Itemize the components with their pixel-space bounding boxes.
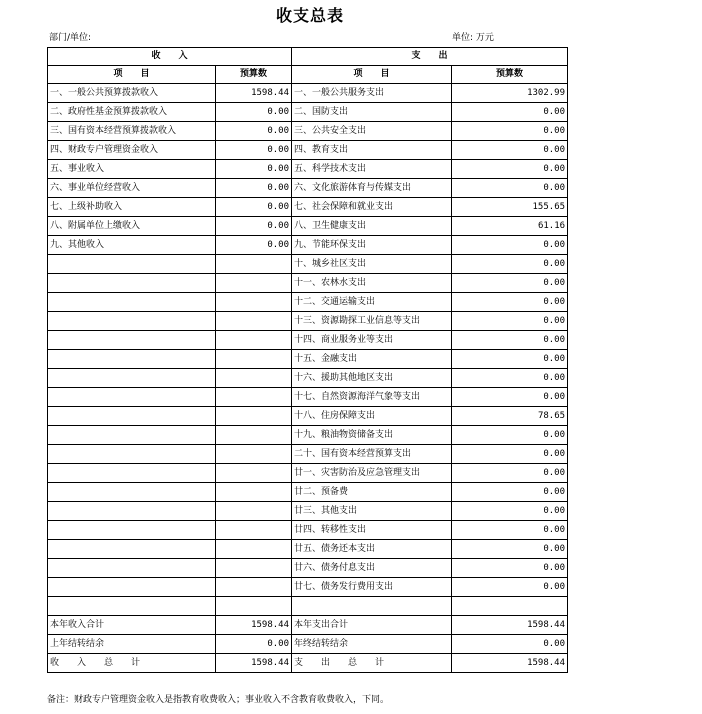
income-item-cell — [48, 559, 216, 578]
expense-item-cell: 六、文化旅游体育与传媒支出 — [292, 179, 452, 198]
income-item-cell — [48, 312, 216, 331]
expense-item-cell: 本年支出合计 — [292, 616, 452, 635]
table-row — [48, 312, 568, 331]
expense-budget-cell — [452, 597, 568, 616]
expense-budget-cell: 0.00 — [452, 274, 568, 293]
table-row — [48, 559, 568, 578]
expense-budget-cell: 0.00 — [452, 559, 568, 578]
expense-budget-cell: 0.00 — [452, 540, 568, 559]
income-budget-cell — [216, 255, 292, 274]
expense-item-cell: 廿七、债务发行费用支出 — [292, 578, 452, 597]
department-label: 部门/单位: — [49, 33, 92, 43]
table-row — [48, 179, 568, 198]
expense-item-cell: 四、教育支出 — [292, 141, 452, 160]
income-budget-cell — [216, 597, 292, 616]
expense-item-cell: 廿六、债务付息支出 — [292, 559, 452, 578]
table-row — [48, 84, 568, 103]
table-row — [48, 274, 568, 293]
income-budget-header: 预算数 — [216, 66, 292, 84]
expense-budget-cell: 0.00 — [452, 426, 568, 445]
expense-item-cell: 廿四、转移性支出 — [292, 521, 452, 540]
expense-item-cell: 三、公共安全支出 — [292, 122, 452, 141]
income-budget-cell: 0.00 — [216, 236, 292, 255]
expense-budget-cell: 1598.44 — [452, 616, 568, 635]
table-row — [48, 445, 568, 464]
expense-budget-cell: 155.65 — [452, 198, 568, 217]
expense-item-cell: 二、国防支出 — [292, 103, 452, 122]
table-row — [48, 635, 568, 654]
expense-item-cell: 十二、交通运输支出 — [292, 293, 452, 312]
table-row — [48, 160, 568, 179]
income-item-cell — [48, 388, 216, 407]
expense-budget-cell: 0.00 — [452, 350, 568, 369]
table-row — [48, 198, 568, 217]
income-budget-cell: 1598.44 — [216, 84, 292, 103]
income-budget-cell — [216, 426, 292, 445]
income-budget-cell: 1598.44 — [216, 654, 292, 673]
expense-item-cell: 十三、资源勘探工业信息等支出 — [292, 312, 452, 331]
table-row — [48, 369, 568, 388]
table-row — [48, 255, 568, 274]
table-row — [48, 293, 568, 312]
income-budget-cell — [216, 388, 292, 407]
income-item-cell: 上年结转结余 — [48, 635, 216, 654]
income-item-cell — [48, 597, 216, 616]
income-item-cell — [48, 369, 216, 388]
income-budget-cell — [216, 502, 292, 521]
income-budget-cell — [216, 350, 292, 369]
expense-budget-cell: 78.65 — [452, 407, 568, 426]
expense-budget-cell: 0.00 — [452, 312, 568, 331]
expense-item-cell: 年终结转结余 — [292, 635, 452, 654]
expense-budget-cell: 0.00 — [452, 179, 568, 198]
income-item-cell — [48, 293, 216, 312]
expense-budget-cell: 61.16 — [452, 217, 568, 236]
income-item-cell — [48, 445, 216, 464]
expense-budget-cell: 0.00 — [452, 369, 568, 388]
income-budget-cell — [216, 312, 292, 331]
expense-budget-cell: 0.00 — [452, 635, 568, 654]
income-item-cell: 九、其他收入 — [48, 236, 216, 255]
table-row — [48, 578, 568, 597]
income-header: 收 入 — [48, 48, 292, 66]
expense-budget-cell: 0.00 — [452, 502, 568, 521]
income-item-cell — [48, 521, 216, 540]
expense-item-header: 项 目 — [292, 66, 452, 84]
expense-item-cell: 七、社会保障和就业支出 — [292, 198, 452, 217]
table-row — [48, 654, 568, 673]
income-item-cell: 二、政府性基金预算拨款收入 — [48, 103, 216, 122]
income-item-cell: 一、一般公共预算拨款收入 — [48, 84, 216, 103]
income-item-cell — [48, 350, 216, 369]
income-budget-cell — [216, 274, 292, 293]
income-budget-cell — [216, 445, 292, 464]
expense-item-cell: 十五、金融支出 — [292, 350, 452, 369]
expense-budget-cell: 0.00 — [452, 236, 568, 255]
expense-budget-cell: 0.00 — [452, 388, 568, 407]
expense-item-cell: 五、科学技术支出 — [292, 160, 452, 179]
table-row — [48, 331, 568, 350]
expense-item-cell — [292, 597, 452, 616]
income-item-header: 项 目 — [48, 66, 216, 84]
expense-budget-cell: 0.00 — [452, 331, 568, 350]
expense-header: 支 出 — [292, 48, 568, 66]
income-item-cell: 四、财政专户管理资金收入 — [48, 141, 216, 160]
income-budget-cell: 0.00 — [216, 122, 292, 141]
income-item-cell: 本年收入合计 — [48, 616, 216, 635]
income-budget-cell: 0.00 — [216, 198, 292, 217]
income-budget-cell — [216, 331, 292, 350]
section-header-row — [48, 48, 568, 66]
expense-item-cell: 支 出 总 计 — [292, 654, 452, 673]
income-item-cell — [48, 483, 216, 502]
income-budget-cell — [216, 578, 292, 597]
table-row — [48, 103, 568, 122]
income-budget-cell — [216, 407, 292, 426]
table-row — [48, 388, 568, 407]
expense-budget-cell: 0.00 — [452, 483, 568, 502]
income-expense-table — [47, 47, 568, 673]
expense-item-cell: 廿五、债务还本支出 — [292, 540, 452, 559]
income-budget-cell — [216, 369, 292, 388]
expense-item-cell: 九、节能环保支出 — [292, 236, 452, 255]
income-budget-cell — [216, 464, 292, 483]
income-item-cell: 七、上级补助收入 — [48, 198, 216, 217]
expense-budget-header: 预算数 — [452, 66, 568, 84]
income-budget-cell: 0.00 — [216, 217, 292, 236]
table-row — [48, 597, 568, 616]
table-row — [48, 141, 568, 160]
expense-item-cell: 十六、援助其他地区支出 — [292, 369, 452, 388]
table-row — [48, 502, 568, 521]
income-budget-cell — [216, 293, 292, 312]
income-budget-cell: 0.00 — [216, 160, 292, 179]
expense-item-cell: 一、一般公共服务支出 — [292, 84, 452, 103]
table-row — [48, 540, 568, 559]
table-row — [48, 426, 568, 445]
expense-budget-cell: 1598.44 — [452, 654, 568, 673]
expense-budget-cell: 0.00 — [452, 255, 568, 274]
income-item-cell — [48, 331, 216, 350]
income-item-cell: 收 入 总 计 — [48, 654, 216, 673]
income-budget-cell: 0.00 — [216, 635, 292, 654]
table-row — [48, 350, 568, 369]
expense-budget-cell: 0.00 — [452, 141, 568, 160]
expense-item-cell: 廿三、其他支出 — [292, 502, 452, 521]
income-budget-cell: 0.00 — [216, 179, 292, 198]
footnote: 备注：财政专户管理资金收入是指教育收费收入；事业收入不含教育收费收入，下同。 — [47, 695, 390, 705]
page-title: 收支总表 — [275, 6, 344, 25]
expense-item-cell: 十四、商业服务业等支出 — [292, 331, 452, 350]
income-item-cell — [48, 464, 216, 483]
income-item-cell: 三、国有资本经营预算拨款收入 — [48, 122, 216, 141]
expense-budget-cell: 0.00 — [452, 160, 568, 179]
expense-budget-cell: 0.00 — [452, 103, 568, 122]
expense-budget-cell: 0.00 — [452, 578, 568, 597]
income-item-cell — [48, 255, 216, 274]
expense-item-cell: 廿一、灾害防治及应急管理支出 — [292, 464, 452, 483]
table-row — [48, 521, 568, 540]
expense-item-cell: 十九、粮油物资储备支出 — [292, 426, 452, 445]
income-item-cell: 六、事业单位经营收入 — [48, 179, 216, 198]
expense-budget-cell: 0.00 — [452, 521, 568, 540]
table-row — [48, 122, 568, 141]
table-row — [48, 616, 568, 635]
expense-item-cell: 十八、住房保障支出 — [292, 407, 452, 426]
table-row — [48, 217, 568, 236]
income-budget-cell — [216, 483, 292, 502]
income-item-cell: 五、事业收入 — [48, 160, 216, 179]
table-row — [48, 236, 568, 255]
table-row — [48, 464, 568, 483]
expense-item-cell: 八、卫生健康支出 — [292, 217, 452, 236]
income-item-cell — [48, 274, 216, 293]
expense-item-cell: 二十、国有资本经营预算支出 — [292, 445, 452, 464]
expense-budget-cell: 0.00 — [452, 293, 568, 312]
expense-item-cell: 十七、自然资源海洋气象等支出 — [292, 388, 452, 407]
table-row — [48, 483, 568, 502]
income-budget-cell — [216, 521, 292, 540]
income-budget-cell: 1598.44 — [216, 616, 292, 635]
income-item-cell — [48, 407, 216, 426]
income-item-cell — [48, 426, 216, 445]
expense-item-cell: 廿二、预备费 — [292, 483, 452, 502]
column-header-row — [48, 66, 568, 84]
expense-item-cell: 十、城乡社区支出 — [292, 255, 452, 274]
income-item-cell: 八、附属单位上缴收入 — [48, 217, 216, 236]
income-item-cell — [48, 502, 216, 521]
income-budget-cell: 0.00 — [216, 141, 292, 160]
table-row — [48, 407, 568, 426]
expense-budget-cell: 0.00 — [452, 122, 568, 141]
expense-item-cell: 十一、农林水支出 — [292, 274, 452, 293]
income-item-cell — [48, 540, 216, 559]
expense-budget-cell: 0.00 — [452, 445, 568, 464]
income-budget-cell — [216, 540, 292, 559]
expense-budget-cell: 0.00 — [452, 464, 568, 483]
income-budget-cell — [216, 559, 292, 578]
expense-budget-cell: 1302.99 — [452, 84, 568, 103]
unit-label: 单位: 万元 — [452, 33, 494, 43]
income-item-cell — [48, 578, 216, 597]
income-budget-cell: 0.00 — [216, 103, 292, 122]
